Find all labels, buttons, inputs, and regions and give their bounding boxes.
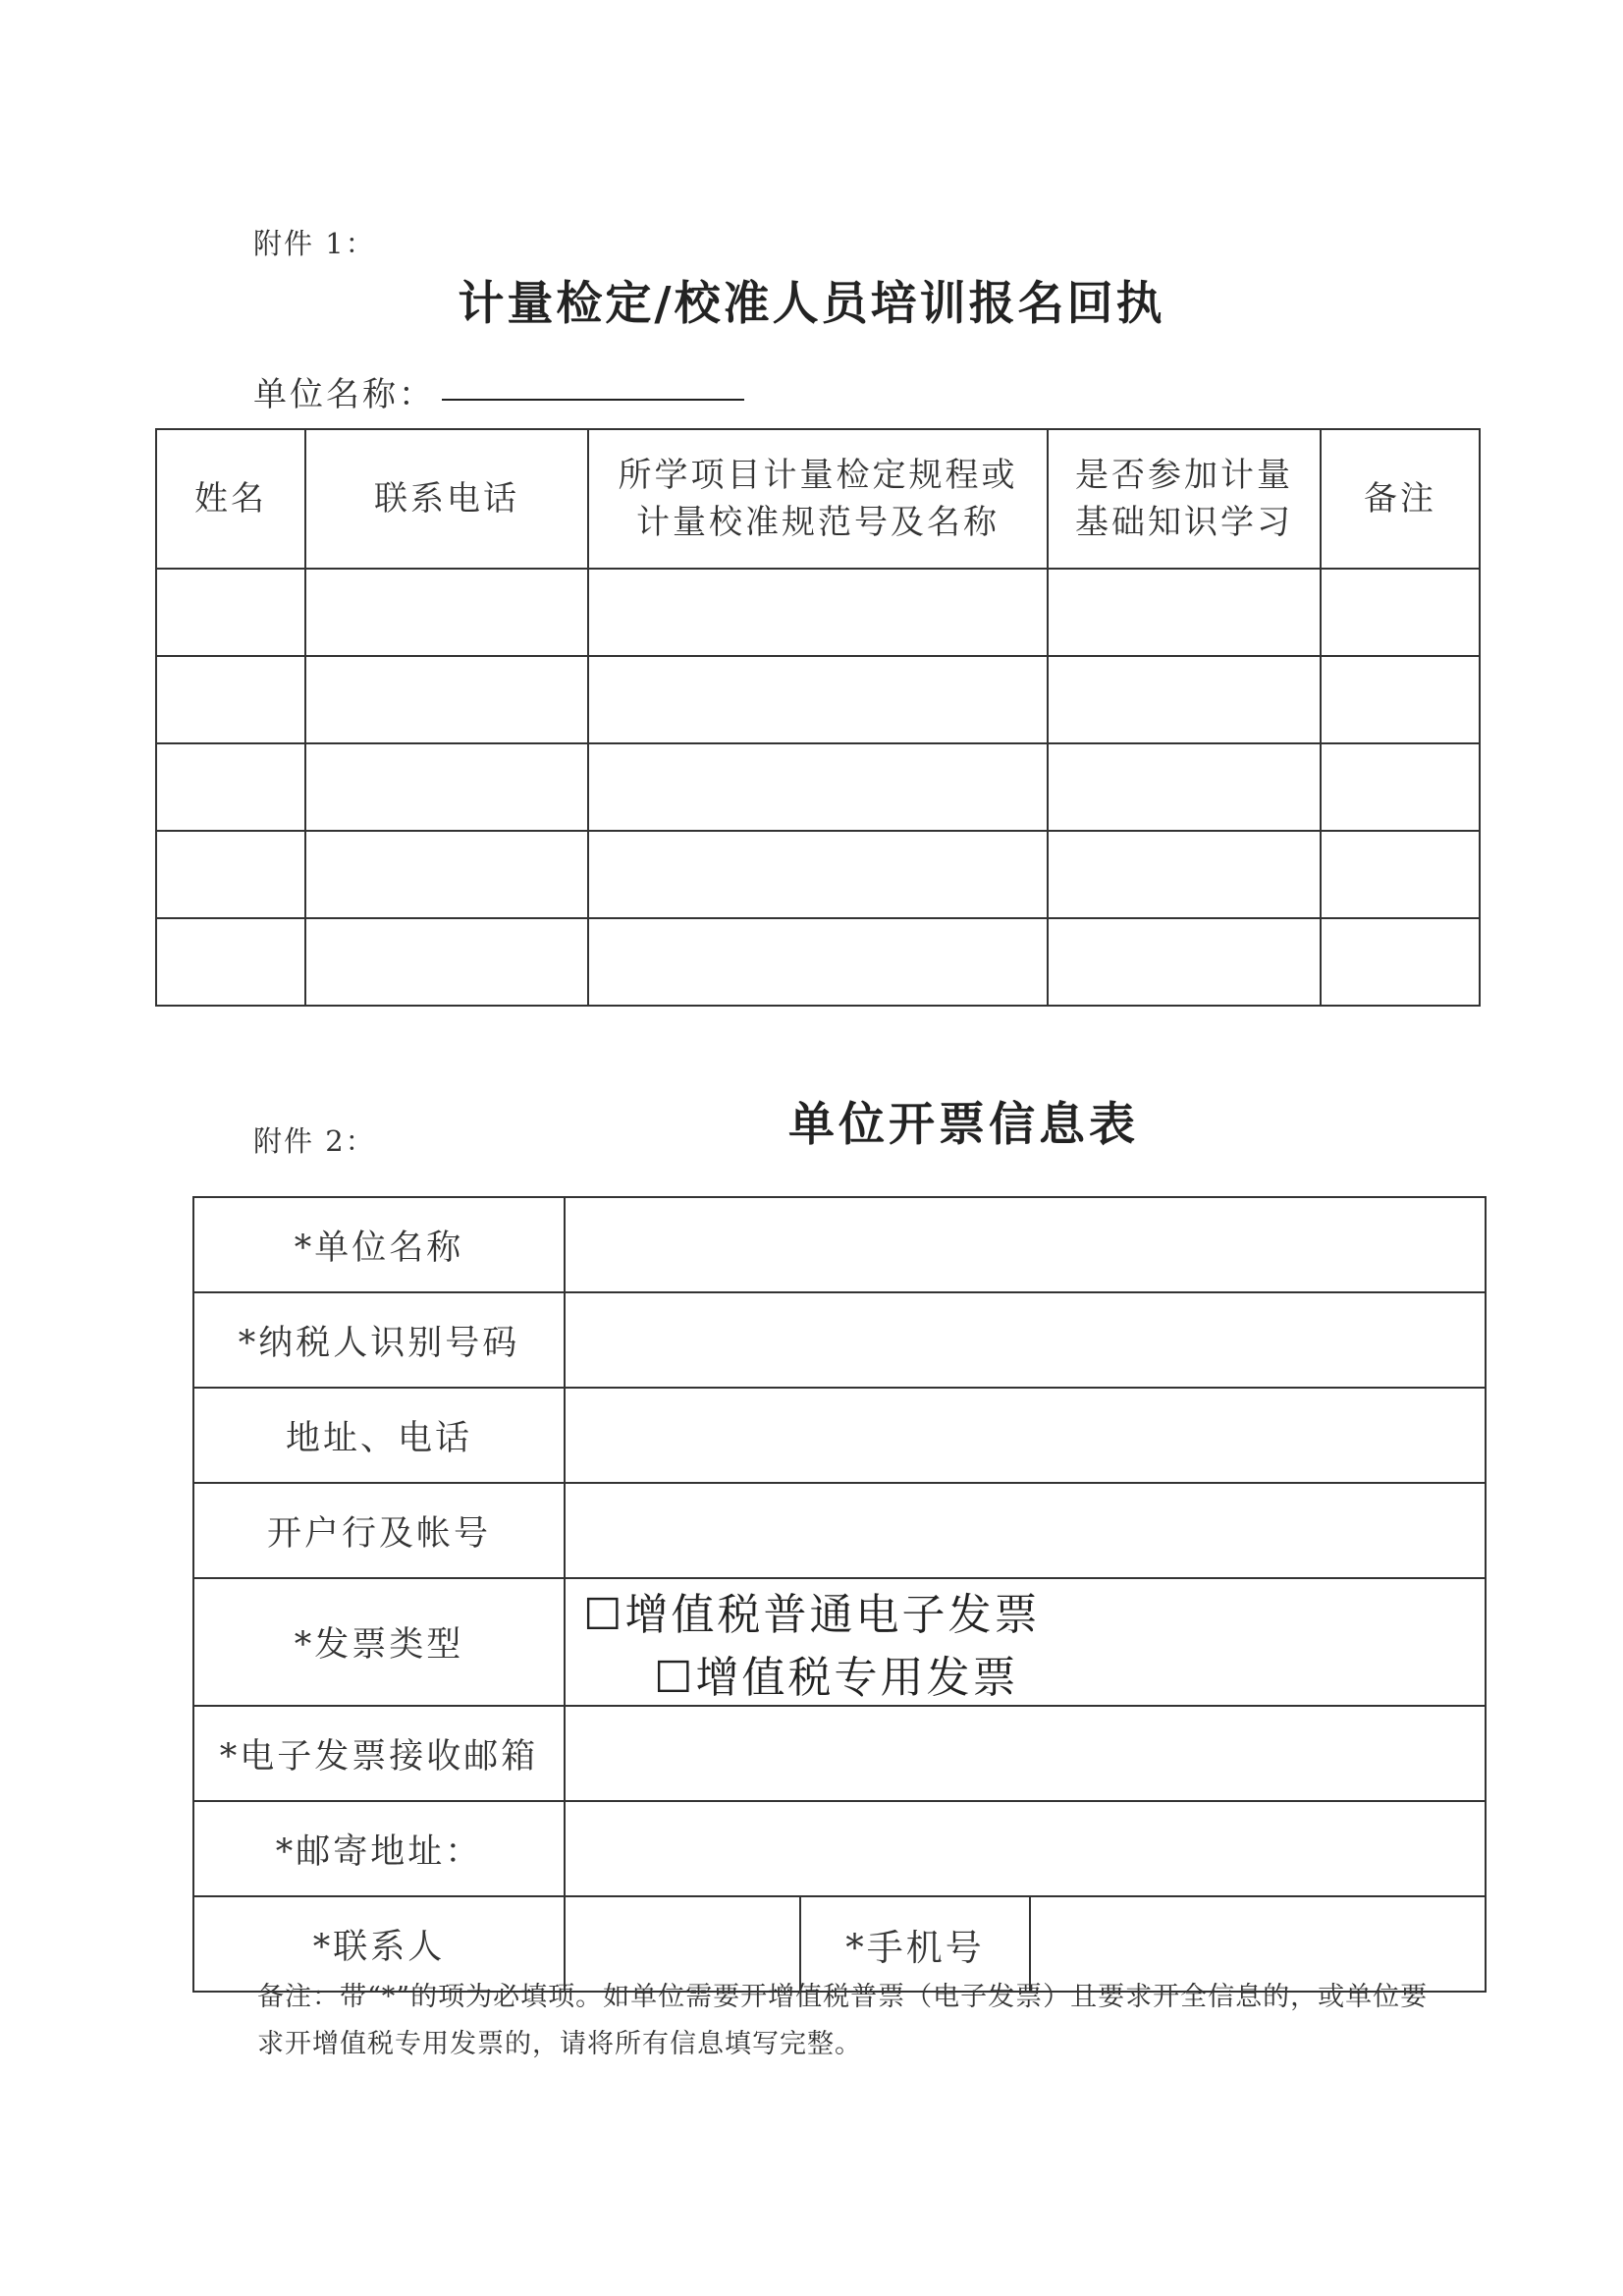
- registration-table: [155, 428, 1481, 1007]
- invoice-info-title: 单位开票信息表: [788, 1098, 1139, 1152]
- invoice-note: 备注：带“*”的项为必填项。如单位需要开增值税普票（电子发票）且要求开全信息的，或单位要求开增值税专用发票的，请将所有信息填写完整。: [257, 1982, 1429, 2059]
- cell-remarks[interactable]: [1321, 918, 1480, 1006]
- label-mail-address: *邮寄地址：: [193, 1801, 565, 1896]
- email-field[interactable]: [565, 1706, 1486, 1801]
- cell-basic-training[interactable]: [1048, 831, 1321, 918]
- cell-project[interactable]: [588, 743, 1048, 831]
- table-row: [156, 656, 1480, 743]
- registration-form-title: 计量检定/校准人员培训报名回执: [458, 277, 1165, 331]
- bank-account-field[interactable]: [565, 1483, 1486, 1578]
- cell-basic-training[interactable]: [1048, 918, 1321, 1006]
- cell-project[interactable]: [588, 918, 1048, 1006]
- attachment1-label: 附件 1：: [253, 227, 376, 260]
- cell-remarks[interactable]: [1321, 743, 1480, 831]
- label-contact: *联系人: [193, 1896, 565, 1992]
- header-project: 所学项目计量检定规程或 计量校准规范号及名称: [588, 429, 1048, 569]
- invoice-row-address-phone: [193, 1388, 1486, 1483]
- cell-basic-training[interactable]: [1048, 743, 1321, 831]
- cell-project[interactable]: [588, 569, 1048, 656]
- invoice-row-unit-name: [193, 1197, 1486, 1292]
- table-row: [156, 918, 1480, 1006]
- label-invoice-type: *发票类型: [193, 1578, 565, 1706]
- special-vat-invoice-checkbox[interactable]: ☐增值税专用发票: [654, 1653, 1019, 1703]
- invoice-row-mail-address: [193, 1801, 1486, 1896]
- cell-basic-training[interactable]: [1048, 569, 1321, 656]
- header-name: 姓名: [156, 429, 305, 569]
- header-phone: 联系电话: [305, 429, 588, 569]
- invoice-row-email: [193, 1706, 1486, 1801]
- cell-name[interactable]: [156, 831, 305, 918]
- label-bank-account: 开户行及帐号: [193, 1483, 565, 1578]
- cell-name[interactable]: [156, 918, 305, 1006]
- header-basic-training: 是否参加计量 基础知识学习: [1048, 429, 1321, 569]
- mail-address-field[interactable]: [565, 1801, 1486, 1896]
- unit-name-label: 单位名称：: [253, 375, 435, 414]
- invoice-info-table: [192, 1196, 1487, 1993]
- address-phone-field[interactable]: [565, 1388, 1486, 1483]
- cell-name[interactable]: [156, 656, 305, 743]
- general-e-invoice-checkbox[interactable]: ☐增值税普通电子发票: [583, 1590, 1041, 1640]
- cell-name[interactable]: [156, 569, 305, 656]
- invoice-row-taxpayer-id: [193, 1292, 1486, 1388]
- cell-name[interactable]: [156, 743, 305, 831]
- registration-header-row: [156, 429, 1480, 569]
- unit-name-field[interactable]: [565, 1197, 1486, 1292]
- header-remarks: 备注: [1321, 429, 1480, 569]
- cell-remarks[interactable]: [1321, 831, 1480, 918]
- cell-project[interactable]: [588, 831, 1048, 918]
- cell-remarks[interactable]: [1321, 569, 1480, 656]
- cell-project[interactable]: [588, 656, 1048, 743]
- cell-phone[interactable]: [305, 918, 588, 1006]
- taxpayer-id-field[interactable]: [565, 1292, 1486, 1388]
- cell-phone[interactable]: [305, 656, 588, 743]
- label-email: *电子发票接收邮箱: [193, 1706, 565, 1801]
- table-row: [156, 831, 1480, 918]
- label-address-phone: 地址、电话: [193, 1388, 565, 1483]
- label-taxpayer-id: *纳税人识别号码: [193, 1292, 565, 1388]
- invoice-type-options: [565, 1578, 1486, 1706]
- invoice-row-invoice-type: [193, 1578, 1486, 1706]
- label-mobile: *手机号: [800, 1896, 1030, 1992]
- cell-basic-training[interactable]: [1048, 656, 1321, 743]
- cell-phone[interactable]: [305, 569, 588, 656]
- cell-remarks[interactable]: [1321, 656, 1480, 743]
- attachment2-label: 附件 2：: [253, 1124, 376, 1158]
- table-row: [156, 569, 1480, 656]
- cell-phone[interactable]: [305, 831, 588, 918]
- unit-name-input-line[interactable]: [442, 399, 744, 401]
- label-unit-name: *单位名称: [193, 1197, 565, 1292]
- table-row: [156, 743, 1480, 831]
- cell-phone[interactable]: [305, 743, 588, 831]
- invoice-row-bank-account: [193, 1483, 1486, 1578]
